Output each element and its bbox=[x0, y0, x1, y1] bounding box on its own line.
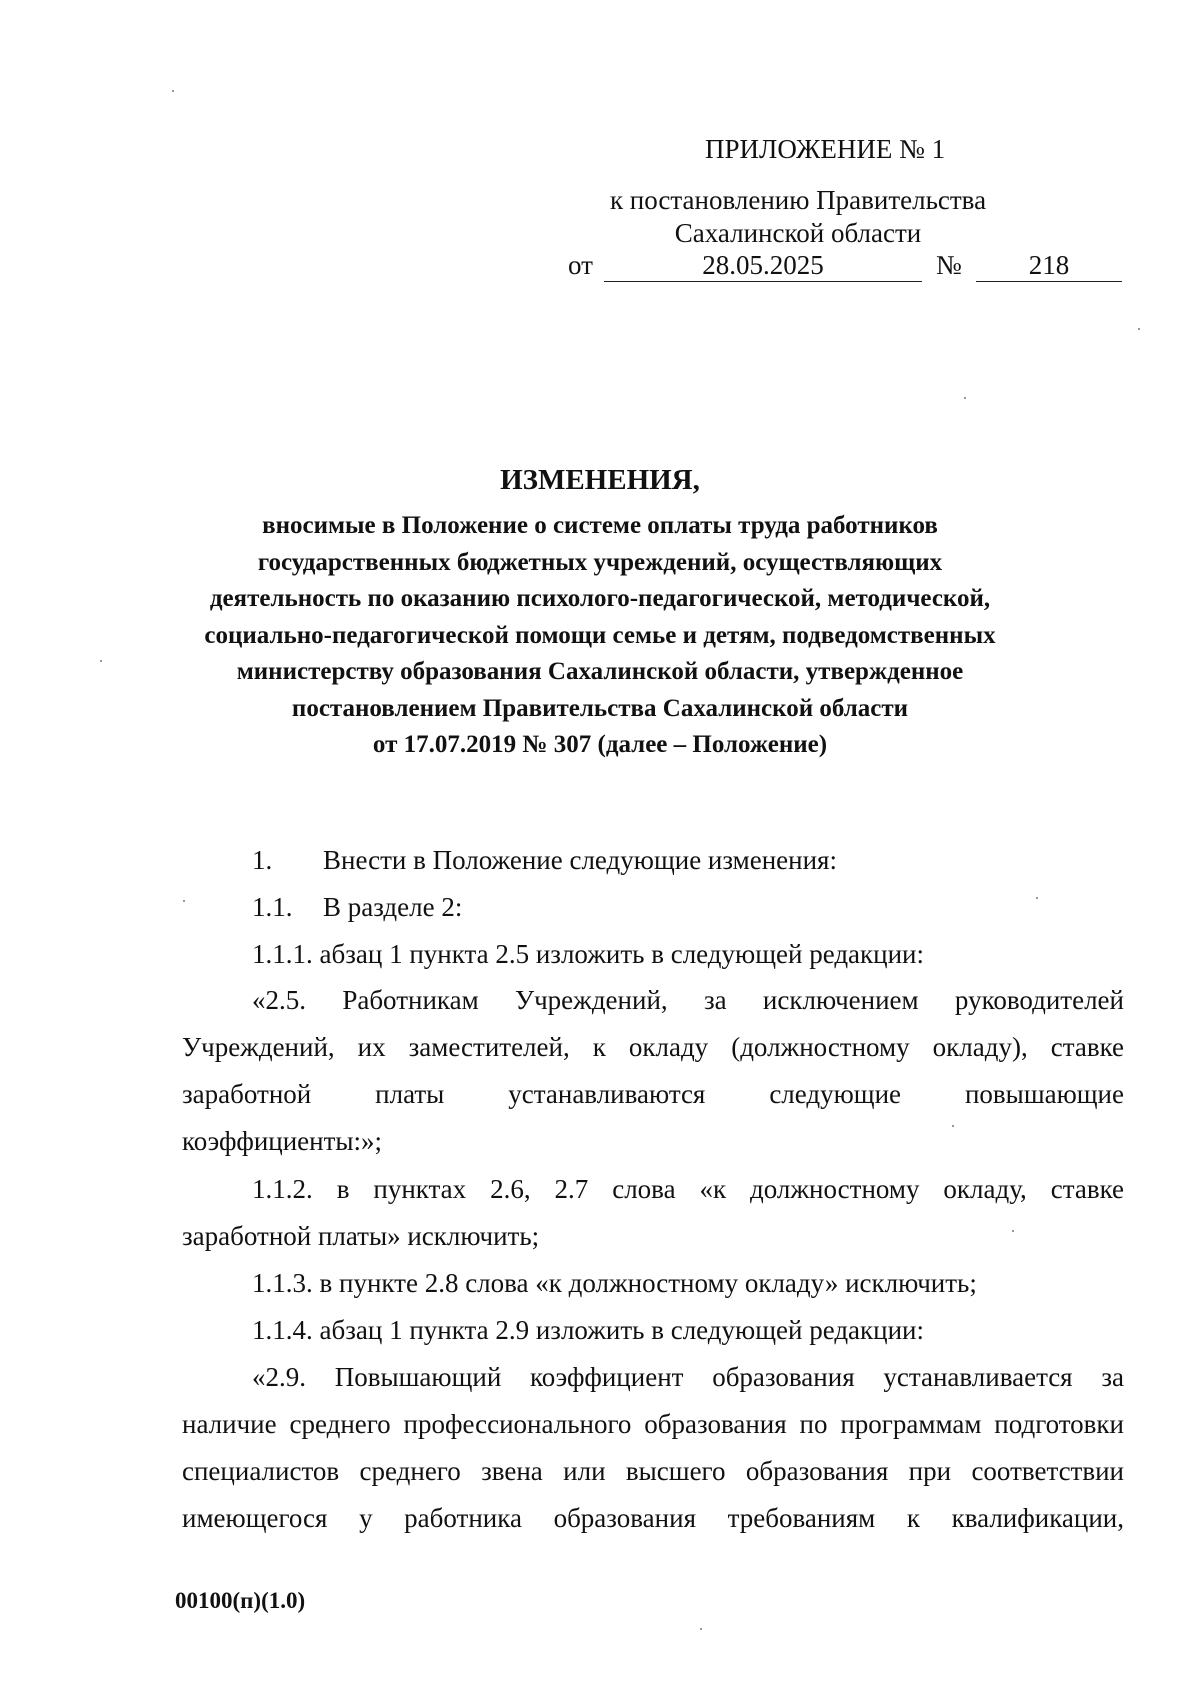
subtitle-line: деятельность по оказанию психолого-педагогической, методической, bbox=[209, 585, 991, 612]
scan-speck bbox=[172, 90, 174, 92]
scan-speck bbox=[1138, 328, 1140, 330]
form-code: 00100(п)(1.0) bbox=[175, 1588, 306, 1613]
quote-word: повышающие bbox=[964, 1079, 1124, 1109]
quote-line bbox=[182, 1077, 1124, 1111]
quote-line: специалистов среднего звена или высшего образования при соответствии bbox=[182, 1456, 1124, 1486]
resolution-date-line bbox=[568, 248, 1128, 288]
subtitle-line: от 17.07.2019 № 307 (далее – Положение) bbox=[372, 731, 828, 758]
subtitle-line: министерству образования Сахалинской области, утвержденное bbox=[236, 658, 964, 685]
quote-line: имеющегося у работника образования требованиям к квалификации, bbox=[182, 1503, 1124, 1533]
date-prefix: от bbox=[568, 250, 593, 280]
scan-speck bbox=[100, 660, 102, 662]
quote-line: наличие среднего профессионального образования по программам подготовки bbox=[182, 1409, 1124, 1439]
item-line: заработной платы» исключить; bbox=[182, 1221, 540, 1251]
item-1-1-number: 1.1. bbox=[252, 892, 293, 922]
subtitle-line: постановлением Правительства Сахалинской области bbox=[291, 694, 909, 722]
quote-line: Учреждений, их заместителей, к окладу (должностному окладу), ставке bbox=[182, 1032, 1124, 1062]
scan-speck bbox=[964, 397, 966, 399]
resolution-number: 218 bbox=[976, 248, 1122, 282]
scan-speck bbox=[700, 1628, 702, 1630]
item-line: 1.1.2. в пунктах 2.6, 2.7 слова «к должностному окладу, ставке bbox=[252, 1174, 1124, 1204]
item-1-1-4: 1.1.4. абзац 1 пункта 2.9 изложить в следующей редакции: bbox=[252, 1315, 925, 1345]
appendix-region: Сахалинской области bbox=[674, 218, 922, 248]
appendix-resolution-ref: к постановлению Правительства bbox=[609, 185, 987, 215]
number-sign: № bbox=[936, 250, 962, 280]
item-1-1-1: 1.1.1. абзац 1 пункта 2.5 изложить в следующей редакции: bbox=[252, 939, 925, 969]
quote-line: «2.9. Повышающий коэффициент образования устанавливается за bbox=[252, 1362, 1124, 1392]
scan-speck bbox=[952, 1125, 954, 1127]
subtitle-line: государственных бюджетных учреждений, осуществляющих bbox=[257, 548, 943, 576]
scan-speck bbox=[183, 900, 185, 902]
quote-line: коэффициенты:»; bbox=[182, 1126, 383, 1156]
appendix-title: ПРИЛОЖЕНИЕ № 1 bbox=[705, 134, 946, 164]
item-1-1-text: В разделе 2: bbox=[323, 892, 463, 922]
document-title: ИЗМЕНЕНИЯ, bbox=[500, 464, 700, 496]
item-1-1-3: 1.1.3. в пункте 2.8 слова «к должностному окладу» исключить; bbox=[252, 1268, 977, 1298]
scan-speck bbox=[1036, 897, 1038, 899]
quote-word: устанавливаются bbox=[508, 1079, 706, 1109]
scan-speck bbox=[1012, 1230, 1014, 1232]
item-1-number: 1. bbox=[252, 845, 273, 875]
quote-word: заработной bbox=[182, 1079, 312, 1109]
subtitle-line: вносимые в Положение о системе оплаты труда работников bbox=[262, 512, 938, 539]
quote-word: следующие bbox=[769, 1079, 902, 1109]
resolution-date: 28.05.2025 bbox=[604, 248, 922, 282]
quote-word: платы bbox=[375, 1079, 445, 1109]
subtitle-line: социально-педагогической помощи семье и детям, подведомственных bbox=[204, 621, 996, 649]
document-subtitle bbox=[140, 508, 1060, 764]
item-1-text: Внести в Положение следующие изменения: bbox=[323, 845, 837, 875]
quote-line: «2.5. Работникам Учреждений, за исключением руководителей bbox=[252, 985, 1124, 1015]
